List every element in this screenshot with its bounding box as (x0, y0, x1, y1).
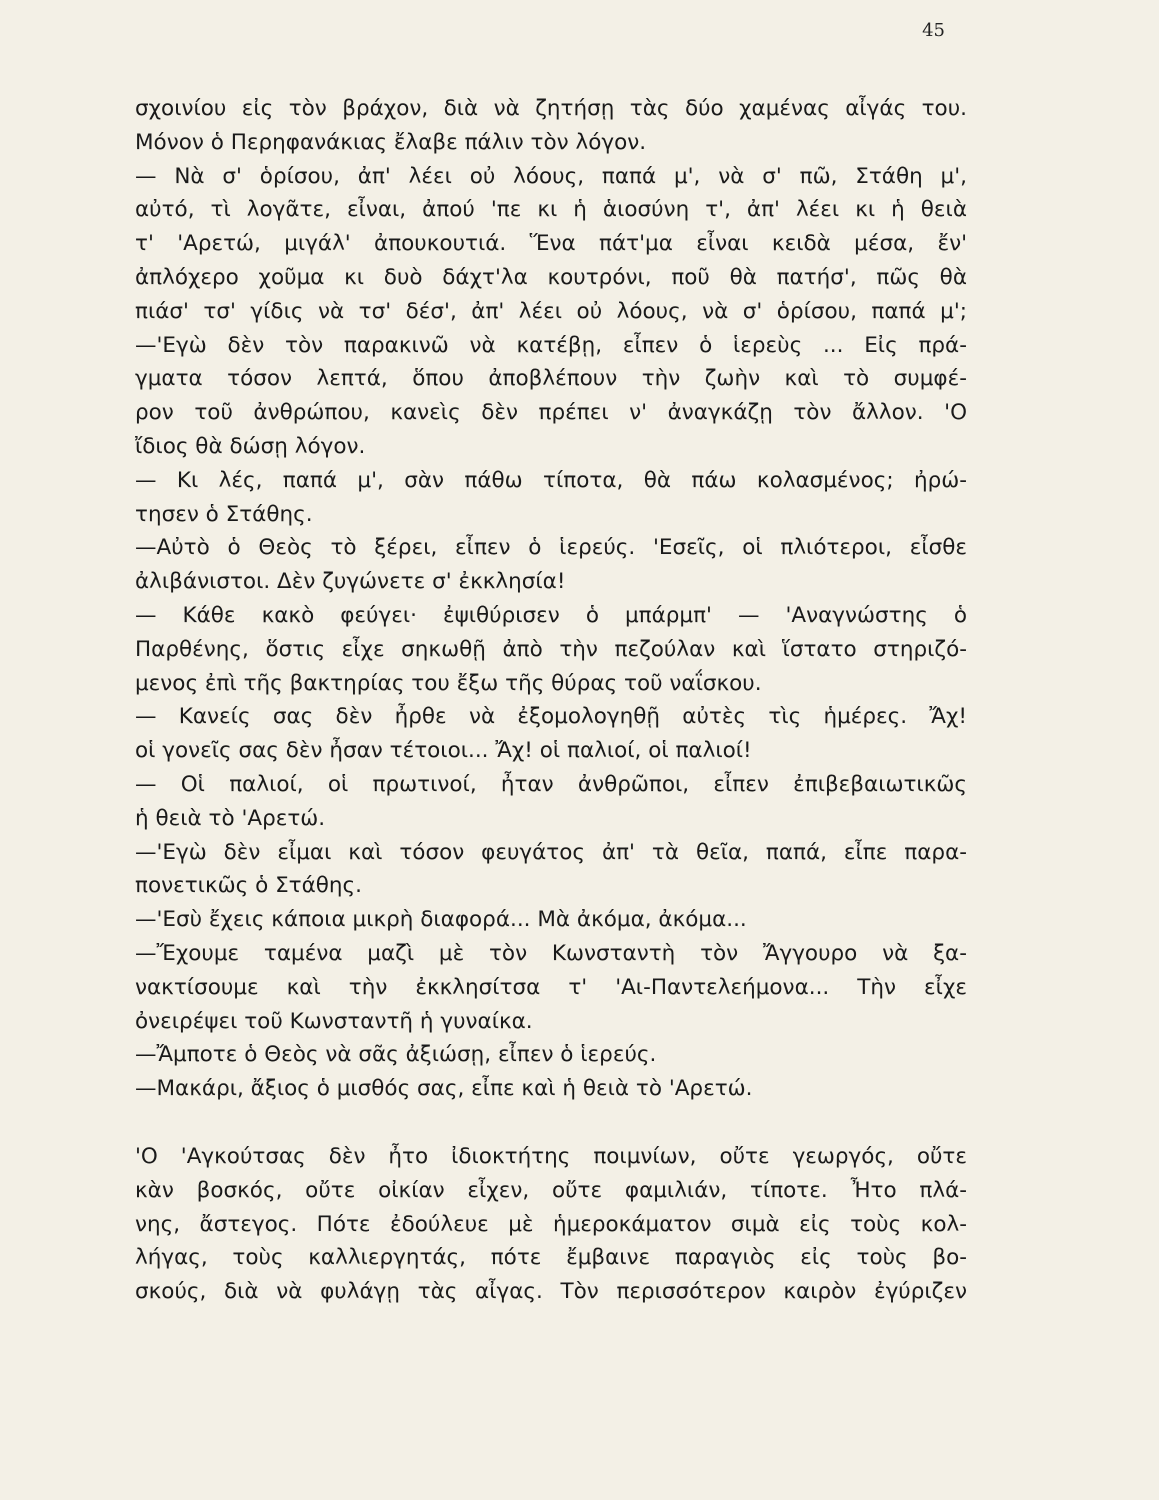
text-line: τ' 'Αρετώ, μιγάλ' ἀπουκουτιά. Ἕνα πάτ'μα εἶναι κειδὰ μέσα, ἔν' (135, 231, 967, 257)
text-line: οἱ γονεῖς σας δὲν ἦσαν τέτοιοι... Ἄχ! οἱ παλιοί, οἱ παλιοί! (135, 738, 752, 764)
text-line: ἀπλόχερο χοῦμα κι δυὸ δάχτ'λα κουτρόνι, ποῦ θὰ πατήσ', πῶς θὰ (135, 264, 967, 290)
text-line: —Ἔχουμε ταμένα μαζὶ μὲ τὸν Κωνσταντὴ τὸν Ἄγγουρο νὰ ξα- (135, 940, 967, 966)
text-line: κὰν βοσκός, οὔτε οἰκίαν εἶχεν, οὔτε φαμιλιάν, τίποτε. Ἦτο πλά- (135, 1177, 967, 1203)
text-line: ἡ θειὰ τὸ 'Αρετώ. (135, 805, 326, 831)
text-line: —'Εσὺ ἔχεις κάποια μικρὴ διαφορά... Μὰ ἀκόμα, ἀκόμα... (135, 907, 747, 933)
text-line: —'Εγὼ δὲν εἶμαι καὶ τόσον φευγάτος ἀπ' τὰ θεῖα, παπά, εἶπε παρα- (135, 839, 967, 865)
page-number: 45 (922, 20, 945, 41)
text-line: νης, ἄστεγος. Πότε ἐδούλευε μὲ ἡμεροκάματον σιμὰ εἰς τοὺς κολ- (135, 1211, 967, 1237)
text-line: Παρθένης, ὅστις εἶχε σηκωθῇ ἀπὸ τὴν πεζούλαν καὶ ἵστατο στηριζό- (135, 636, 967, 662)
text-line: γματα τόσον λεπτά, ὅπου ἀποβλέπουν τὴν ζωὴν καὶ τὸ συμφέ- (135, 366, 967, 392)
text-line: πιάσ' τσ' γίδις νὰ τσ' δέσ', ἀπ' λέει οὐ λόους, νὰ σ' ὁρίσου, παπά μ'; (135, 298, 967, 324)
text-line: νακτίσουμε καὶ τὴν ἐκκλησίτσα τ' 'Αι-Παντελεήμονα... Τὴν εἶχε (135, 974, 967, 1000)
text-line: πονετικῶς ὁ Στάθης. (135, 873, 362, 899)
text-line: 'Ο 'Αγκούτσας δὲν ἦτο ἰδιοκτήτης ποιμνίων, οὔτε γεωργός, οὔτε (135, 1143, 967, 1169)
text-line: αὐτό, τὶ λογᾶτε, εἶναι, ἀπού 'πε κι ἡ ἁιοσύνη τ', ἀπ' λέει κι ἡ θειὰ (135, 197, 967, 223)
text-line: λήγας, τοὺς καλλιεργητάς, πότε ἔμβαινε παραγιὸς εἰς τοὺς βο- (135, 1245, 967, 1271)
text-line: — Κι λές, παπά μ', σὰν πάθω τίποτα, θὰ πάω κολασμένος; ἠρώ- (135, 467, 967, 493)
text-line: — Κανείς σας δὲν ἦρθε νὰ ἐξομολογηθῇ αὐτὲς τὶς ἡμέρες. Ἄχ! (135, 704, 967, 730)
text-line: — Νὰ σ' ὁρίσου, ἀπ' λέει οὐ λόους, παπά μ', νὰ σ' πῶ, Στάθη μ', (135, 163, 967, 189)
text-line: —Αὐτὸ ὁ Θεὸς τὸ ξέρει, εἶπεν ὁ ἱερεύς. 'Εσεῖς, οἱ πλιότεροι, εἶσθε (135, 535, 967, 561)
text-line: σκούς, διὰ νὰ φυλάγῃ τὰς αἶγας. Τὸν περισσότερον καιρὸν ἐγύριζεν (135, 1279, 967, 1305)
text-line: —Μακάρι, ἄξιος ὁ μισθός σας, εἶπε καὶ ἡ θειὰ τὸ 'Αρετώ. (135, 1076, 753, 1102)
text-line: —Ἄμποτε ὁ Θεὸς νὰ σᾶς ἀξιώσῃ, εἶπεν ὁ ἱερεύς. (135, 1042, 657, 1068)
text-line: ὀνειρέψει τοῦ Κωνσταντῆ ἡ γυναίκα. (135, 1008, 533, 1034)
body-text (135, 92, 967, 1309)
text-line: σχοινίου εἰς τὸν βράχον, διὰ νὰ ζητήσῃ τὰς δύο χαμένας αἶγάς του. (135, 96, 967, 121)
text-line: Μόνον ὁ Περηφανάκιας ἔλαβε πάλιν τὸν λόγον. (135, 129, 647, 155)
text-line: —'Εγὼ δὲν τὸν παρακινῶ νὰ κατέβῃ, εἶπεν ὁ ἱερεὺς ... Εἰς πρά- (135, 332, 967, 358)
text-line: ρον τοῦ ἀνθρώπου, κανεὶς δὲν πρέπει ν' ἀναγκάζῃ τὸν ἄλλον. 'Ο (135, 400, 967, 426)
text-line: — Κάθε κακὸ φεύγει· ἐψιθύρισεν ὁ μπάρμπ' — 'Αναγνώστης ὁ (135, 602, 967, 628)
text-line: ἴδιος θὰ δώσῃ λόγον. (135, 433, 366, 459)
text-line: μενος ἐπὶ τῆς βακτηρίας του ἔξω τῆς θύρας τοῦ ναΐσκου. (135, 670, 762, 696)
text-line: τησεν ὁ Στάθης. (135, 501, 313, 527)
text-line: ἀλιβάνιστοι. Δὲν ζυγώνετε σ' ἐκκλησία! (135, 569, 566, 595)
text-line: — Οἱ παλιοί, οἱ πρωτινοί, ἦταν ἀνθρῶποι, εἶπεν ἐπιβεβαιωτικῶς (135, 771, 967, 797)
